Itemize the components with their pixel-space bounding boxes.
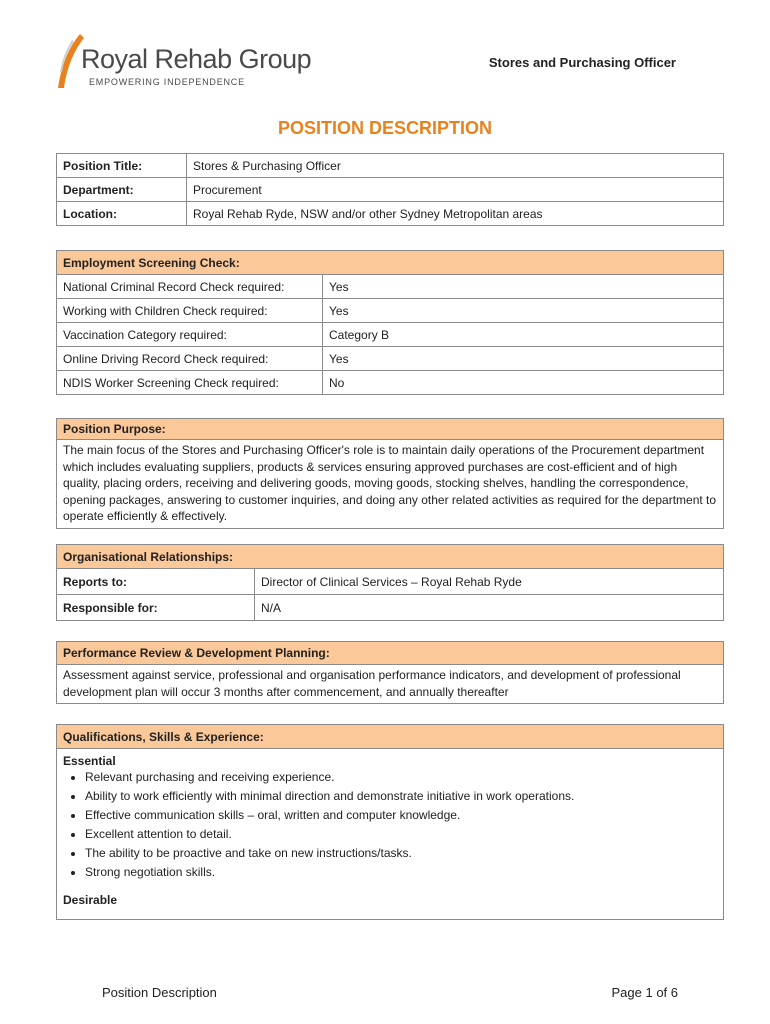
list-item: • Excellent attention to detail. xyxy=(85,827,717,841)
page-title: POSITION DESCRIPTION xyxy=(277,118,493,138)
purpose-heading: Position Purpose: xyxy=(57,419,724,440)
footer-page-number: Page 1 of 6 xyxy=(611,985,678,1000)
review-text: Assessment against service, professional and organisation performance indicators, and development of professional development plan will occur 3 months after commencement, and annually thereafter xyxy=(57,665,724,704)
footer-doc-name: Position Description xyxy=(102,985,217,1000)
table-row xyxy=(57,569,724,595)
purpose-table xyxy=(56,418,724,529)
table-row xyxy=(57,202,724,226)
row-label: Reports to: xyxy=(57,569,255,595)
list-item: • Relevant purchasing and receiving experience. xyxy=(85,770,717,784)
relationships-heading: Organisational Relationships: xyxy=(57,545,724,569)
position-table xyxy=(56,153,724,226)
row-label: Department: xyxy=(57,178,187,202)
row-label: Working with Children Check required: xyxy=(57,299,323,323)
table-row xyxy=(57,299,724,323)
header-role-title: Stores and Purchasing Officer xyxy=(488,55,676,70)
row-value: N/A xyxy=(255,595,724,621)
row-label: Position Title: xyxy=(57,154,187,178)
review-table xyxy=(56,641,724,704)
desirable-label: Desirable xyxy=(63,893,118,907)
row-value: Director of Clinical Services – Royal Rehab Ryde xyxy=(255,569,724,595)
qualifications-table xyxy=(56,724,724,920)
row-label: Online Driving Record Check required: xyxy=(57,347,323,371)
row-value: Stores & Purchasing Officer xyxy=(187,154,724,178)
relationships-table xyxy=(56,544,724,621)
qualifications-body xyxy=(57,749,724,920)
row-label: NDIS Worker Screening Check required: xyxy=(57,371,323,395)
table-row xyxy=(57,323,724,347)
list-item: • Strong negotiation skills. xyxy=(85,865,717,879)
essential-label: Essential xyxy=(63,754,116,768)
row-value: Yes xyxy=(323,347,724,371)
table-row xyxy=(57,275,724,299)
logo-name: Royal Rehab Group xyxy=(81,44,312,74)
table-row xyxy=(57,595,724,621)
review-heading: Performance Review & Development Planning: xyxy=(57,642,724,665)
screening-heading: Employment Screening Check: xyxy=(57,251,724,275)
screening-table xyxy=(56,250,724,395)
row-label: Vaccination Category required: xyxy=(57,323,323,347)
row-value: Category B xyxy=(323,323,724,347)
table-row xyxy=(57,154,724,178)
row-value: No xyxy=(323,371,724,395)
table-row xyxy=(57,178,724,202)
list-item: • The ability to be proactive and take on new instructions/tasks. xyxy=(85,846,717,860)
row-label: Location: xyxy=(57,202,187,226)
row-value: Yes xyxy=(323,275,724,299)
row-label: National Criminal Record Check required: xyxy=(57,275,323,299)
row-value: Procurement xyxy=(187,178,724,202)
row-value: Royal Rehab Ryde, NSW and/or other Sydney Metropolitan areas xyxy=(187,202,724,226)
company-logo xyxy=(56,32,316,92)
table-row xyxy=(57,347,724,371)
list-item: • Effective communication skills – oral, written and computer knowledge. xyxy=(85,808,717,822)
logo-tagline: EMPOWERING INDEPENDENCE xyxy=(89,77,245,87)
purpose-text: The main focus of the Stores and Purchasing Officer's role is to maintain daily operations of the Procurement department which includes evaluating suppliers, products & services ensuring approved purchases are cost-efficient and of high quality, placing orders, receiving and delivering goods, moving goods, stocking shelves, handling the correspondence, opening packages, answering to customer inquiries, and doing any other related activities as required for the department to operate efficiently & effectively. xyxy=(57,440,724,529)
qualifications-heading: Qualifications, Skills & Experience: xyxy=(57,725,724,749)
row-value: Yes xyxy=(323,299,724,323)
table-row xyxy=(57,371,724,395)
list-item: • Ability to work efficiently with minimal direction and demonstrate initiative in work operations. xyxy=(85,789,717,803)
row-label: Responsible for: xyxy=(57,595,255,621)
essential-list xyxy=(63,770,717,879)
